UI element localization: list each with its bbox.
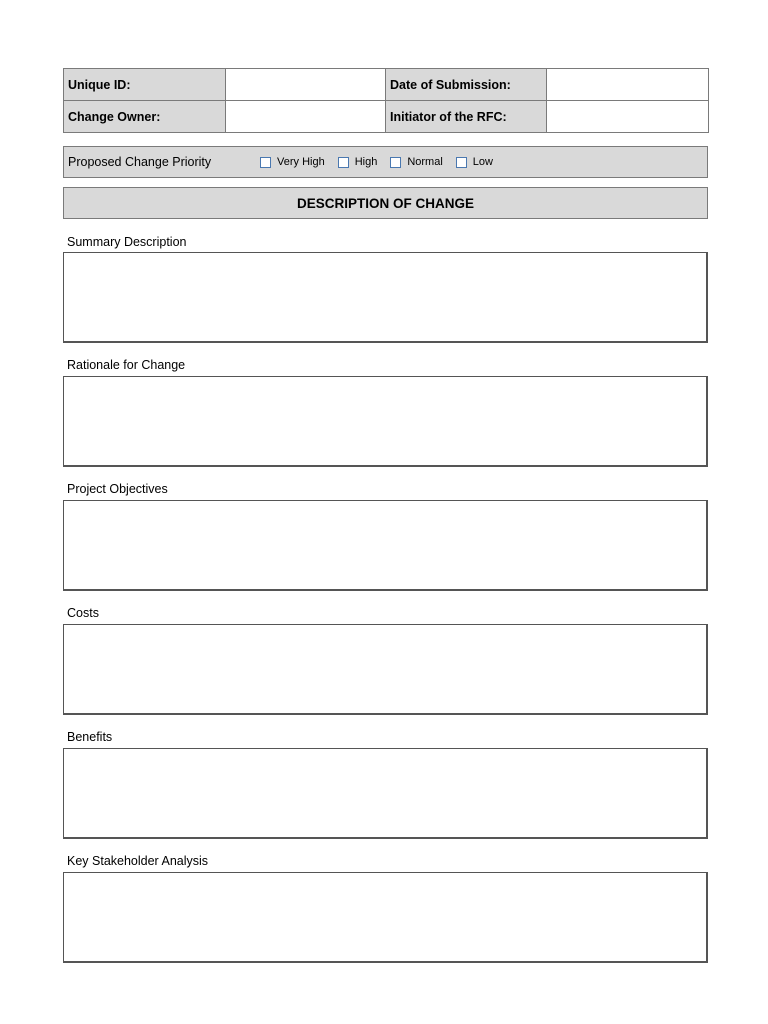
stakeholder-analysis-label: Key Stakeholder Analysis <box>67 854 209 868</box>
unique-id-label: Unique ID: <box>64 69 226 101</box>
priority-option-label: Very High <box>277 156 325 168</box>
header-row-1 <box>64 69 709 101</box>
priority-bar <box>63 146 708 178</box>
initiator-field[interactable] <box>547 101 709 133</box>
date-of-submission-label: Date of Submission: <box>386 69 547 101</box>
change-owner-label: Change Owner: <box>64 101 226 133</box>
checkbox-icon[interactable] <box>456 157 467 168</box>
summary-description-label: Summary Description <box>67 235 187 249</box>
unique-id-field[interactable] <box>226 69 386 101</box>
priority-option-normal[interactable] <box>390 156 442 168</box>
checkbox-icon[interactable] <box>390 157 401 168</box>
priority-option-low[interactable] <box>456 156 493 168</box>
checkbox-icon[interactable] <box>260 157 271 168</box>
priority-option-very-high[interactable] <box>260 156 325 168</box>
stakeholder-analysis-field[interactable] <box>63 872 708 963</box>
project-objectives-label: Project Objectives <box>67 482 168 496</box>
rationale-field[interactable] <box>63 376 708 467</box>
priority-option-high[interactable] <box>338 156 378 168</box>
rationale-label: Rationale for Change <box>67 358 186 372</box>
priority-option-label: High <box>354 156 378 168</box>
costs-field[interactable] <box>63 624 708 715</box>
priority-title: Proposed Change Priority <box>68 155 212 169</box>
project-objectives-field[interactable] <box>63 500 708 591</box>
checkbox-icon[interactable] <box>338 157 349 168</box>
summary-description-field[interactable] <box>63 252 708 343</box>
benefits-label: Benefits <box>67 730 113 744</box>
date-of-submission-field[interactable] <box>547 69 709 101</box>
priority-option-label: Low <box>472 156 493 168</box>
benefits-field[interactable] <box>63 748 708 839</box>
header-row-2 <box>64 101 709 133</box>
description-of-change-banner: DESCRIPTION OF CHANGE <box>63 187 708 219</box>
change-owner-field[interactable] <box>226 101 386 133</box>
header-info-table <box>63 68 709 133</box>
costs-label: Costs <box>67 606 99 620</box>
priority-option-label: Normal <box>407 156 443 168</box>
initiator-label: Initiator of the RFC: <box>386 101 547 133</box>
